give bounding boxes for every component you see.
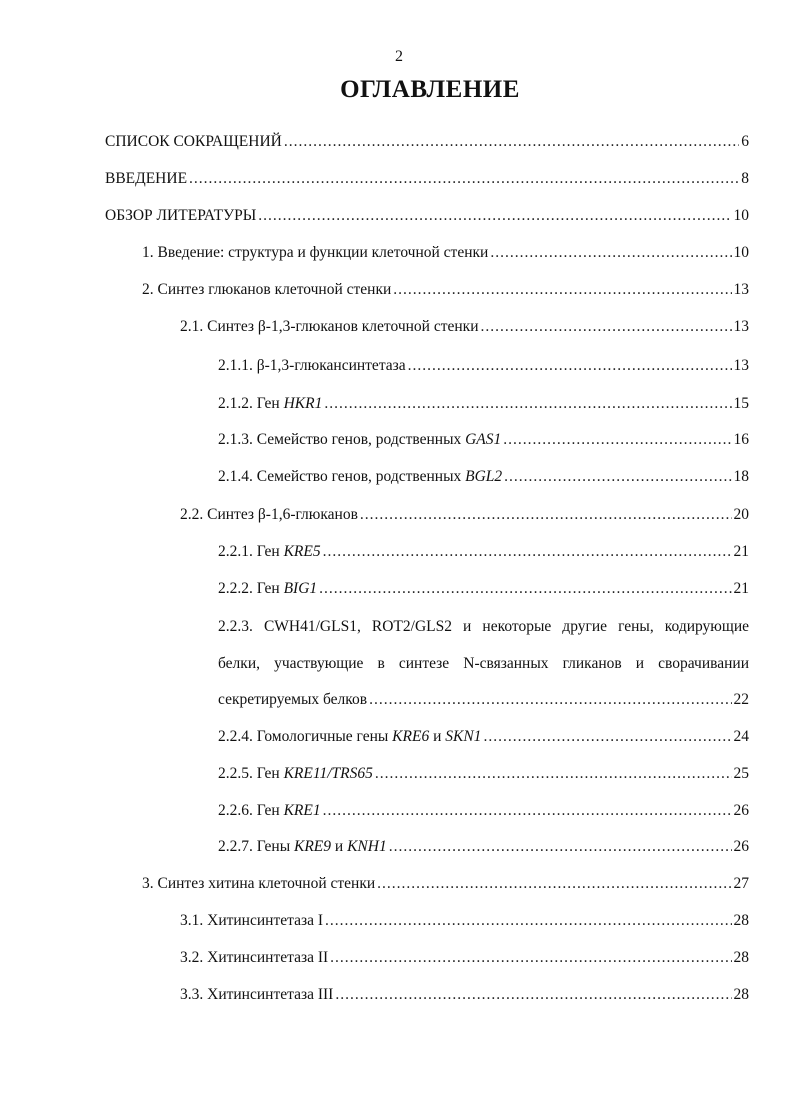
toc-entry <box>142 874 749 894</box>
dot-leader <box>189 169 739 189</box>
dot-leader <box>375 764 732 784</box>
dot-leader <box>323 542 732 562</box>
toc-entry <box>180 317 749 337</box>
dot-leader <box>481 317 732 337</box>
dot-leader <box>393 280 731 300</box>
page-title: ОГЛАВЛЕНИЕ <box>340 76 520 103</box>
toc-entry-label: 1. Введение: структура и функции клеточной стенки <box>142 244 489 261</box>
toc-entry-page: 15 <box>733 395 749 412</box>
toc-entry <box>105 169 749 189</box>
toc-entry-label: секретируемых белков <box>218 691 368 708</box>
dot-leader <box>389 837 732 857</box>
toc-entry-page: 20 <box>733 506 749 523</box>
toc-entry-page: 21 <box>733 580 749 597</box>
toc-entry-page: 27 <box>733 875 749 892</box>
toc-entry-label: 2.1. Синтез β-1,3-глюканов клеточной стенки <box>180 318 479 335</box>
toc-entry <box>218 542 749 562</box>
toc-entry-page: 10 <box>733 207 749 224</box>
toc-entry <box>180 985 749 1005</box>
toc-entry-label: 2.2.7. Гены KRE9 и KNH1 <box>218 838 387 855</box>
toc-entry <box>218 430 749 450</box>
toc-entry-label: 3.3. Хитинсинтетаза III <box>180 986 334 1003</box>
toc-entry-label: 2.2.6. Ген KRE1 <box>218 802 321 819</box>
toc-entry-label: 2.2. Синтез β-1,6-глюканов <box>180 506 358 523</box>
toc-entry-page: 8 <box>741 170 749 187</box>
toc-entry <box>218 467 749 487</box>
dot-leader <box>335 985 731 1005</box>
toc-entry-page: 13 <box>733 357 749 374</box>
toc-entry <box>180 505 749 525</box>
toc-entry <box>180 911 749 931</box>
dot-leader <box>325 911 732 931</box>
toc-entry-label: ВВЕДЕНИЕ <box>105 170 188 187</box>
toc-entry <box>142 280 749 300</box>
toc-entry-label: 2.2.4. Гомологичные гены KRE6 и SKN1 <box>218 728 482 745</box>
toc-entry <box>218 727 749 747</box>
toc-entry <box>105 132 749 152</box>
toc-entry <box>218 356 749 376</box>
toc-entry-page: 21 <box>733 543 749 560</box>
toc-entry-page: 6 <box>741 133 749 150</box>
toc-entry <box>180 948 749 968</box>
toc-entry-page: 18 <box>733 468 749 485</box>
toc-entry-page: 16 <box>733 431 749 448</box>
toc-entry-label: 2.1.1. β-1,3-глюкансинтетаза <box>218 357 406 374</box>
dot-leader <box>330 948 731 968</box>
toc-entry <box>105 206 749 226</box>
dot-leader <box>377 874 731 894</box>
toc-entry-page: 26 <box>733 802 749 819</box>
dot-leader <box>490 243 731 263</box>
page-number: 2 <box>395 48 403 65</box>
dot-leader <box>483 727 731 747</box>
dot-leader <box>504 467 731 487</box>
toc-entry-label: 2.2.2. Ген BIG1 <box>218 580 318 597</box>
dot-leader <box>408 356 732 376</box>
toc-entry-label: 2. Синтез глюканов клеточной стенки <box>142 281 392 298</box>
toc-entry <box>218 394 749 414</box>
toc-entry-label: 3.2. Хитинсинтетаза II <box>180 949 329 966</box>
toc-entry-label: СПИСОК СОКРАЩЕНИЙ <box>105 133 282 150</box>
dot-leader <box>369 690 731 710</box>
toc-entry-label: 2.1.4. Семейство генов, родственных BGL2 <box>218 468 503 485</box>
toc-entry-page: 13 <box>733 318 749 335</box>
toc-entry-label: ОБЗОР ЛИТЕРАТУРЫ <box>105 207 257 224</box>
dot-leader <box>284 132 739 152</box>
dot-leader <box>319 579 731 599</box>
toc-entry-label: 2.1.2. Ген HKR1 <box>218 395 323 412</box>
toc-entry-label: 3. Синтез хитина клеточной стенки <box>142 875 376 892</box>
toc-entry-multiline: 2.2.3. CWH41/GLS1, ROT2/GLS2 и некоторые другие гены, кодирующие <box>218 618 749 635</box>
dot-leader <box>324 394 731 414</box>
toc-entry-page: 28 <box>733 986 749 1003</box>
toc-entry-label: 2.2.1. Ген KRE5 <box>218 543 321 560</box>
toc-entry-multiline: белки, участвующие в синтезе N-связанных гликанов и сворачивании <box>218 655 749 672</box>
dot-leader <box>503 430 731 450</box>
toc-entry <box>218 579 749 599</box>
toc-entry-page: 25 <box>733 765 749 782</box>
toc-entry-page: 10 <box>733 244 749 261</box>
toc-entry <box>218 837 749 857</box>
toc-entry-label: 2.2.5. Ген KRE11/TRS65 <box>218 765 373 782</box>
dot-leader <box>323 801 732 821</box>
toc-entry-page: 28 <box>733 949 749 966</box>
toc-entry-page: 28 <box>733 912 749 929</box>
toc-entry-page: 24 <box>733 728 749 745</box>
toc-entry-page: 26 <box>733 838 749 855</box>
toc-entry <box>218 801 749 821</box>
dot-leader <box>360 505 732 525</box>
toc-entry <box>218 764 749 784</box>
toc-entry <box>142 243 749 263</box>
dot-leader <box>258 206 731 226</box>
toc-entry-page: 22 <box>733 691 749 708</box>
toc-entry-page: 13 <box>733 281 749 298</box>
toc-entry-label: 3.1. Хитинсинтетаза I <box>180 912 323 929</box>
toc-entry <box>218 690 749 710</box>
toc-entry-label: 2.1.3. Семейство генов, родственных GAS1 <box>218 431 502 448</box>
